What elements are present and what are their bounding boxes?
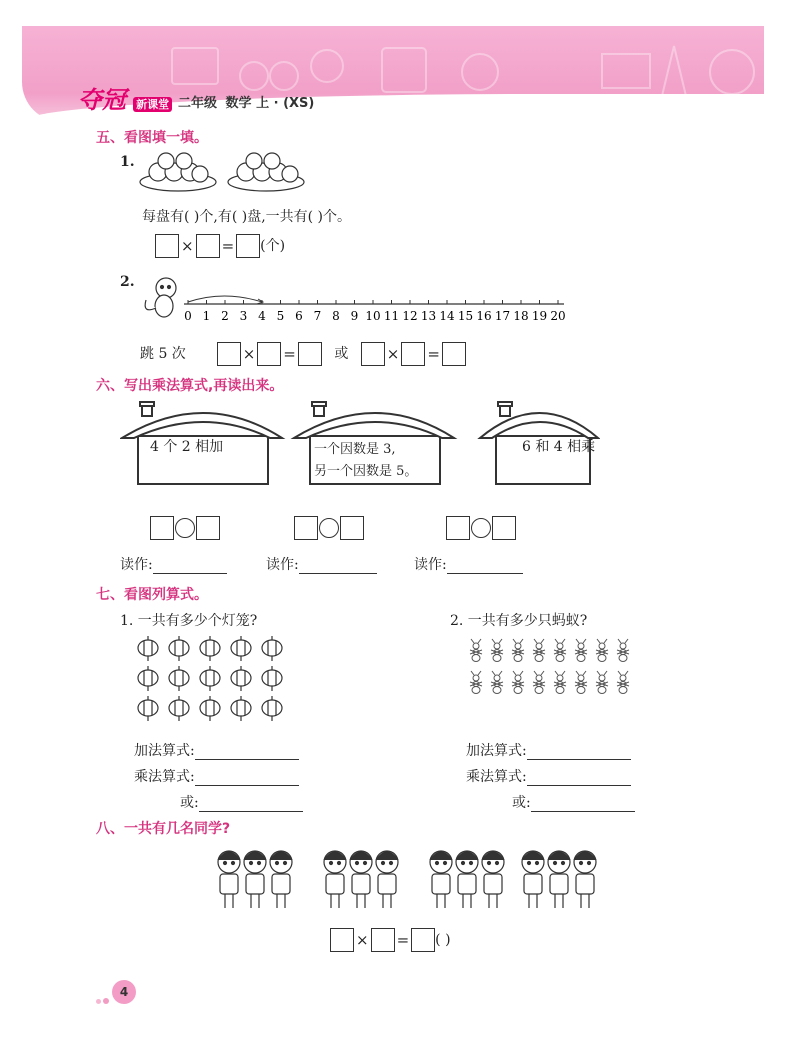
answer-box[interactable] [150,516,174,540]
or-label: 或: [180,795,199,811]
ant-icon [533,671,545,694]
read-row-3 [414,554,523,574]
ant-icon [617,639,629,662]
lantern-icon [169,696,189,721]
tick-label: 10 [365,309,381,323]
page-dots [96,989,111,1008]
q5-1-sentence: 每盘有( )个,有( )盘,一共有( )个。 [142,209,352,225]
student-icon [522,851,544,908]
ant-icon [575,639,587,662]
answer-box[interactable] [340,516,364,540]
q7-2: 2. 一共有多少只蚂蚁? [450,613,588,629]
tick-label: 3 [239,309,248,323]
student-icon [430,851,452,908]
ant-icon [491,639,503,662]
operator-circle[interactable] [175,518,195,538]
page-number: 4 [112,980,136,1004]
q5-1-number: 1. [120,154,135,170]
ant-icon [512,671,524,694]
tick-label: 15 [457,309,474,323]
answer-box[interactable] [411,928,435,952]
student-icon [548,851,570,908]
lantern-icon [169,636,189,661]
ant-icon [554,671,566,694]
lantern-icon [200,696,220,721]
answer-box[interactable] [236,234,260,258]
answer-box[interactable] [257,342,281,366]
student-icon [482,851,504,908]
tick-label: 1 [202,309,211,323]
lantern-icon [231,696,251,721]
q7-1-or [180,792,303,812]
tick-label: 8 [332,309,340,323]
answer-box[interactable] [294,516,318,540]
student-icon [324,851,346,908]
answer-box[interactable] [371,928,395,952]
answer-line[interactable] [531,811,635,812]
student-icon [376,851,398,908]
tick-label: 16 [476,309,492,323]
q8-equation: × = ( ) [330,928,451,952]
tick-label: 6 [295,309,303,323]
answer-box[interactable] [361,342,385,366]
read-row-2 [266,554,377,574]
unit-label: (个) [260,238,286,254]
mul-label: 乘法算式: [134,769,195,785]
house2-line1: 一个因数是 3, [314,442,396,457]
tick-label: 13 [420,309,437,323]
answer-box[interactable] [442,342,466,366]
or-label: 或: [512,795,531,811]
section6-title: 六、写出乘法算式,再读出来。 [96,378,284,394]
q5-2-number: 2. [120,274,135,290]
or-label: 或 [334,346,349,362]
logo [78,80,172,115]
answer-line[interactable] [199,811,303,812]
tick-label: 11 [383,309,400,323]
tick-label: 9 [350,309,359,323]
ants-grid [466,636,636,700]
answer-box[interactable] [330,928,354,952]
subject: 数学 [225,96,252,111]
section7-title: 七、看图列算式。 [96,587,208,603]
answer-line[interactable] [527,785,631,786]
read-label: 读作: [120,557,153,573]
lantern-icon [169,666,189,691]
q7-1-add [134,740,299,760]
ant-icon [491,671,503,694]
read-row-1 [120,554,227,574]
student-icon [244,851,266,908]
ant-icon [596,671,608,694]
add-label: 加法算式: [466,743,527,759]
ant-icon [512,639,524,662]
answer-box[interactable] [155,234,179,258]
q5-2-row: 跳 5 次 × = 或 × = [140,342,466,366]
tick-label: 2 [221,309,229,323]
peach-plates [138,148,308,194]
student-icon [270,851,292,908]
tick-label: 14 [439,309,455,323]
answer-line[interactable] [195,785,299,786]
ant-icon [575,671,587,694]
student-icon [456,851,478,908]
unit-label: ( ) [435,932,451,948]
tick-label: 4 [258,309,266,323]
read-label: 读作: [266,557,299,573]
eq-group-3 [446,516,516,540]
eq-group-2 [294,516,364,540]
logo-main: 夺冠 [78,86,126,114]
tick-label: 0 [184,309,192,323]
q7-1-mul [134,766,299,786]
grade: 二年级 [178,96,218,111]
tick-label: 19 [531,309,548,323]
house1-text: 4 个 2 相加 [150,439,224,455]
eq-group-1 [150,516,220,540]
ant-icon [596,639,608,662]
q7-2-mul [466,766,631,786]
tick-label: 18 [513,309,529,323]
house3-text: 6 和 4 相乘 [522,439,596,455]
q5-1-equation: × = (个) [155,234,285,258]
lantern-icon [262,696,282,721]
ant-icon [470,639,482,662]
section5-title: 五、看图填一填。 [96,130,208,146]
jump-label: 跳 5 次 [140,346,186,362]
answer-box[interactable] [446,516,470,540]
student-icon [574,851,596,908]
answer-box[interactable] [196,516,220,540]
lantern-icon [231,636,251,661]
ant-icon [554,639,566,662]
q7-2-add [466,740,631,760]
operator-circle[interactable] [319,518,339,538]
lantern-icon [262,666,282,691]
q7-2-or [512,792,635,812]
answer-line[interactable] [195,759,299,760]
operator-circle[interactable] [471,518,491,538]
tick-label: 12 [402,309,418,323]
house2-line2: 另一个因数是 5。 [314,464,418,479]
read-label: 读作: [414,557,447,573]
lantern-icon [138,666,158,691]
answer-line[interactable] [527,759,631,760]
logo-sub: 新课堂 [133,97,172,112]
lantern-icon [138,696,158,721]
student-icon [218,851,240,908]
volume: 上 · (XS) [256,96,315,111]
book-title [178,92,314,111]
tick-label: 7 [313,309,322,323]
student-icon [350,851,372,908]
answer-line[interactable] [299,573,377,574]
lantern-icon [262,636,282,661]
lantern-icon [138,636,158,661]
lanterns-grid [132,634,292,726]
students-groups [215,846,615,912]
add-label: 加法算式: [134,743,195,759]
ant-icon [470,671,482,694]
answer-box[interactable] [401,342,425,366]
tick-label: 20 [550,309,566,323]
answer-box[interactable] [492,516,516,540]
ant-icon [533,639,545,662]
section8-title: 八、一共有几名同学? [96,821,231,837]
lantern-icon [231,666,251,691]
answer-line[interactable] [447,573,523,574]
lantern-icon [200,666,220,691]
number-line [180,290,570,326]
answer-box[interactable] [196,234,220,258]
q7-1: 1. 一共有多少个灯笼? [120,613,258,629]
answer-line[interactable] [153,573,227,574]
answer-box[interactable] [217,342,241,366]
lantern-icon [200,636,220,661]
answer-box[interactable] [298,342,322,366]
tick-label: 17 [494,309,511,323]
mul-label: 乘法算式: [466,769,527,785]
ant-icon [617,671,629,694]
tick-label: 5 [276,309,285,323]
